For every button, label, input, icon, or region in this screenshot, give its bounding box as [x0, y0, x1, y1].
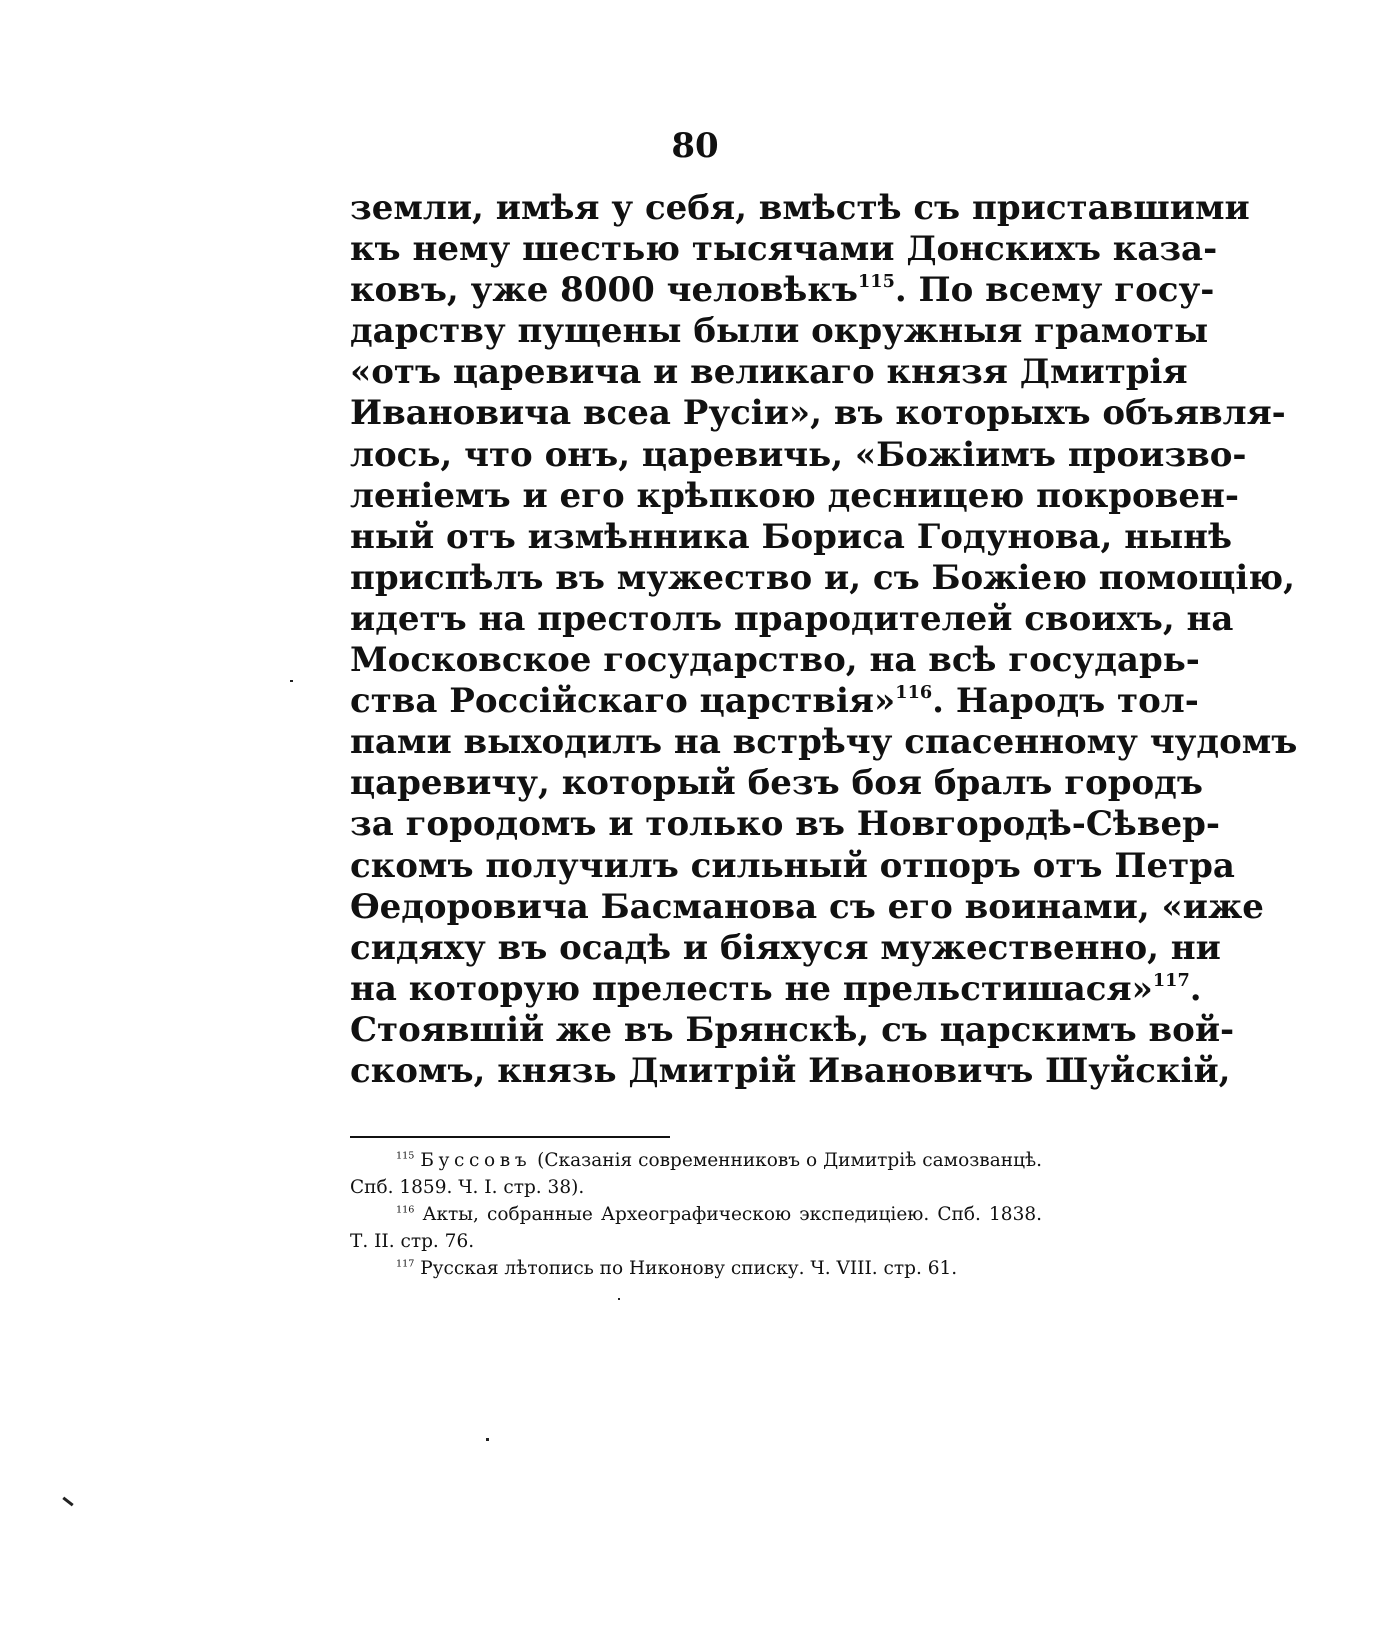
text-line: «отъ царевича и великаго князя Дмитрія — [350, 352, 1188, 393]
text-line: пами выходилъ на встрѣчу спасенному чудомъ — [350, 722, 1298, 763]
text-line: леніемъ и его крѣпкою десницею покровен- — [350, 475, 1239, 516]
text-line: царевичу, который безъ боя бралъ городъ — [350, 763, 1203, 804]
text-line: къ нему шестью тысячами Донскихъ каза- — [350, 229, 1218, 270]
scan-speck — [62, 1497, 73, 1507]
text-line: Ѳедоровича Басманова съ его воинами, «иже — [350, 886, 1264, 927]
footnote-ref: 116 — [895, 681, 933, 703]
footnote-ref: 117 — [1152, 969, 1190, 991]
text-line: сидяху въ осадѣ и біяхуся мужественно, ни — [350, 927, 1221, 968]
text-line: скомъ, князь Дмитрій Ивановичъ Шуйскій, — [350, 1050, 1231, 1091]
footnote-separator — [350, 1136, 670, 1138]
scan-speck — [486, 1438, 489, 1441]
text-line: приспѣлъ въ мужество и, съ Божіею помощію, — [350, 557, 1295, 598]
text-line: земли, имѣя у себя, вмѣстѣ съ приставшими — [350, 188, 1250, 228]
text-line: идетъ на престолъ прародителей своихъ, на — [350, 598, 1234, 639]
footnote-ref: 115 — [857, 271, 895, 293]
text-line: Ивановича всеа Русіи», въ которыхъ объявля- — [350, 393, 1286, 434]
text-line: ства Россійскаго царствія»$^{116}$. Народъ тол- — [350, 681, 1199, 722]
text-line: на которую прелесть не прельстишася»$^{117}$. — [350, 968, 1202, 1009]
text-line: ный отъ измѣнника Бориса Годунова, нынѣ — [350, 516, 1232, 557]
text-line: дарству пущены были окружныя грамоты — [350, 311, 1209, 352]
footnote-116: $^{116}$ Акты, собранные Археографическою экспедиціею. Спб. 1838. Т. II. стр. 76. — [350, 1204, 1042, 1252]
footnote-number: 117 — [396, 1258, 415, 1270]
footnote-author: Буссовъ — [420, 1150, 532, 1171]
text-line: ковъ, уже 8000 человѣкъ$^{115}$. По всему госу- — [350, 270, 1215, 311]
scan-speck — [290, 680, 293, 682]
text-line: Московское государство, на всѣ государь- — [350, 640, 1200, 681]
scan-speck — [618, 1298, 620, 1300]
text-line: Стоявшій же въ Брянскѣ, съ царскимъ вой- — [350, 1009, 1235, 1050]
page-number: 80 — [671, 126, 719, 166]
footnote-number: 115 — [396, 1150, 415, 1162]
footnote-115: $^{115}$ Буссовъ (Сказанія современниковъ о Димитріѣ самозванцѣ. Спб. 1859. Ч. I. стр. 38). — [350, 1150, 1043, 1198]
text-line: за городомъ и только въ Новгородѣ-Сѣвер- — [350, 804, 1220, 845]
footnotes — [350, 1147, 1042, 1282]
footnote-number: 116 — [396, 1204, 415, 1216]
footnote-117: $^{117}$ Русская лѣтопись по Никонову списку. Ч. VIII. стр. 61. — [396, 1258, 958, 1279]
text-line: лось, что онъ, царевичь, «Божіимъ произво- — [350, 434, 1247, 475]
text-line: скомъ получилъ сильный отпоръ отъ Петра — [350, 845, 1235, 886]
body-text — [350, 188, 1298, 1092]
